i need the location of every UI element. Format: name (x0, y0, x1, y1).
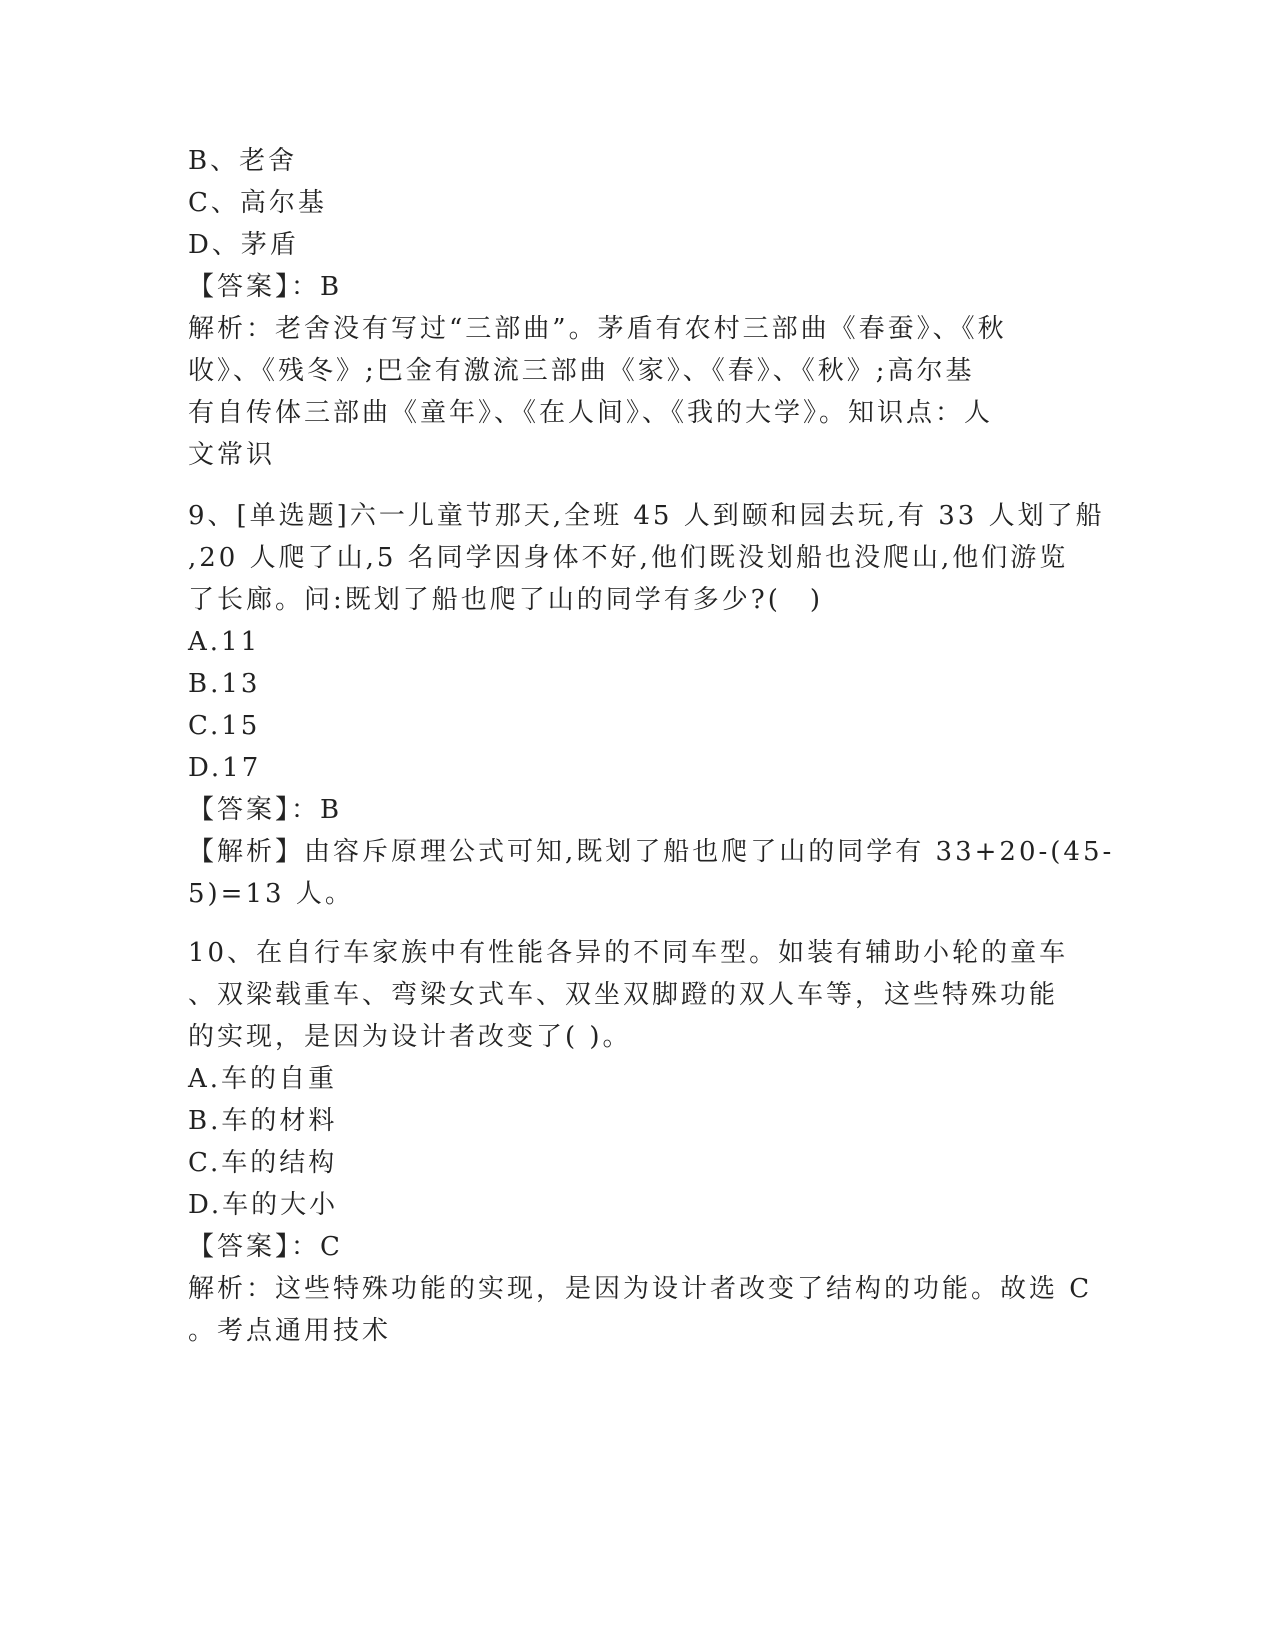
q9-option-c: C.15 (188, 711, 261, 741)
q10-option-d: D.车的大小 (188, 1190, 339, 1220)
q10-explanation-line-1: 解析：这些特殊功能的实现，是因为设计者改变了结构的功能。故选 C (188, 1274, 1093, 1304)
q10-stem-line-3: 的实现，是因为设计者改变了( )。 (188, 1022, 632, 1052)
q8-option-b: B、老舍 (188, 146, 298, 176)
q10-option-c: C.车的结构 (188, 1148, 338, 1178)
q8-explanation-line-4: 文常识 (188, 440, 276, 470)
q9-option-a: A.11 (188, 627, 261, 657)
q8-explanation-line-1: 解析：老舍没有写过“三部曲”。茅盾有农村三部曲《春蚕》、《秋 (188, 314, 1007, 344)
q10-option-a: A.车的自重 (188, 1064, 338, 1094)
q10-option-b: B.车的材料 (188, 1106, 338, 1136)
q9-explanation-line-1: 【解析】由容斥原理公式可知,既划了船也爬了山的同学有 33+20-(45- (188, 837, 1115, 867)
q9-stem-line-3: 了长廊。问:既划了船也爬了山的同学有多少?( ) (188, 585, 823, 615)
q8-answer: 【答案】：B (188, 272, 343, 302)
q10-answer: 【答案】：C (188, 1232, 343, 1262)
q8-option-c: C、高尔基 (188, 188, 327, 218)
q9-stem-line-1: 9、[单选题]六一儿童节那天,全班 45 人到颐和园去玩,有 33 人划了船 (188, 501, 1105, 531)
q10-stem-line-1: 10、在自行车家族中有性能各异的不同车型。如装有辅助小轮的童车 (188, 938, 1069, 968)
q10-explanation-line-2: 。考点通用技术 (188, 1316, 392, 1346)
q10-stem-line-2: 、双梁载重车、弯梁女式车、双坐双脚蹬的双人车等，这些特殊功能 (188, 980, 1059, 1010)
q9-option-d: D.17 (188, 753, 262, 783)
q8-explanation-line-2: 收》、《残冬》;巴金有激流三部曲《家》、《春》、《秋》;高尔基 (188, 356, 975, 386)
q9-option-b: B.13 (188, 669, 261, 699)
q9-explanation-line-2: 5)=13 人。 (188, 879, 354, 909)
q9-stem-line-2: ,20 人爬了山,5 名同学因身体不好,他们既没划船也没爬山,他们游览 (188, 543, 1069, 573)
q8-option-d: D、茅盾 (188, 230, 299, 260)
q8-explanation-line-3: 有自传体三部曲《童年》、《在人间》、《我的大学》。知识点：人 (188, 398, 994, 428)
q9-answer: 【答案】：B (188, 795, 343, 825)
